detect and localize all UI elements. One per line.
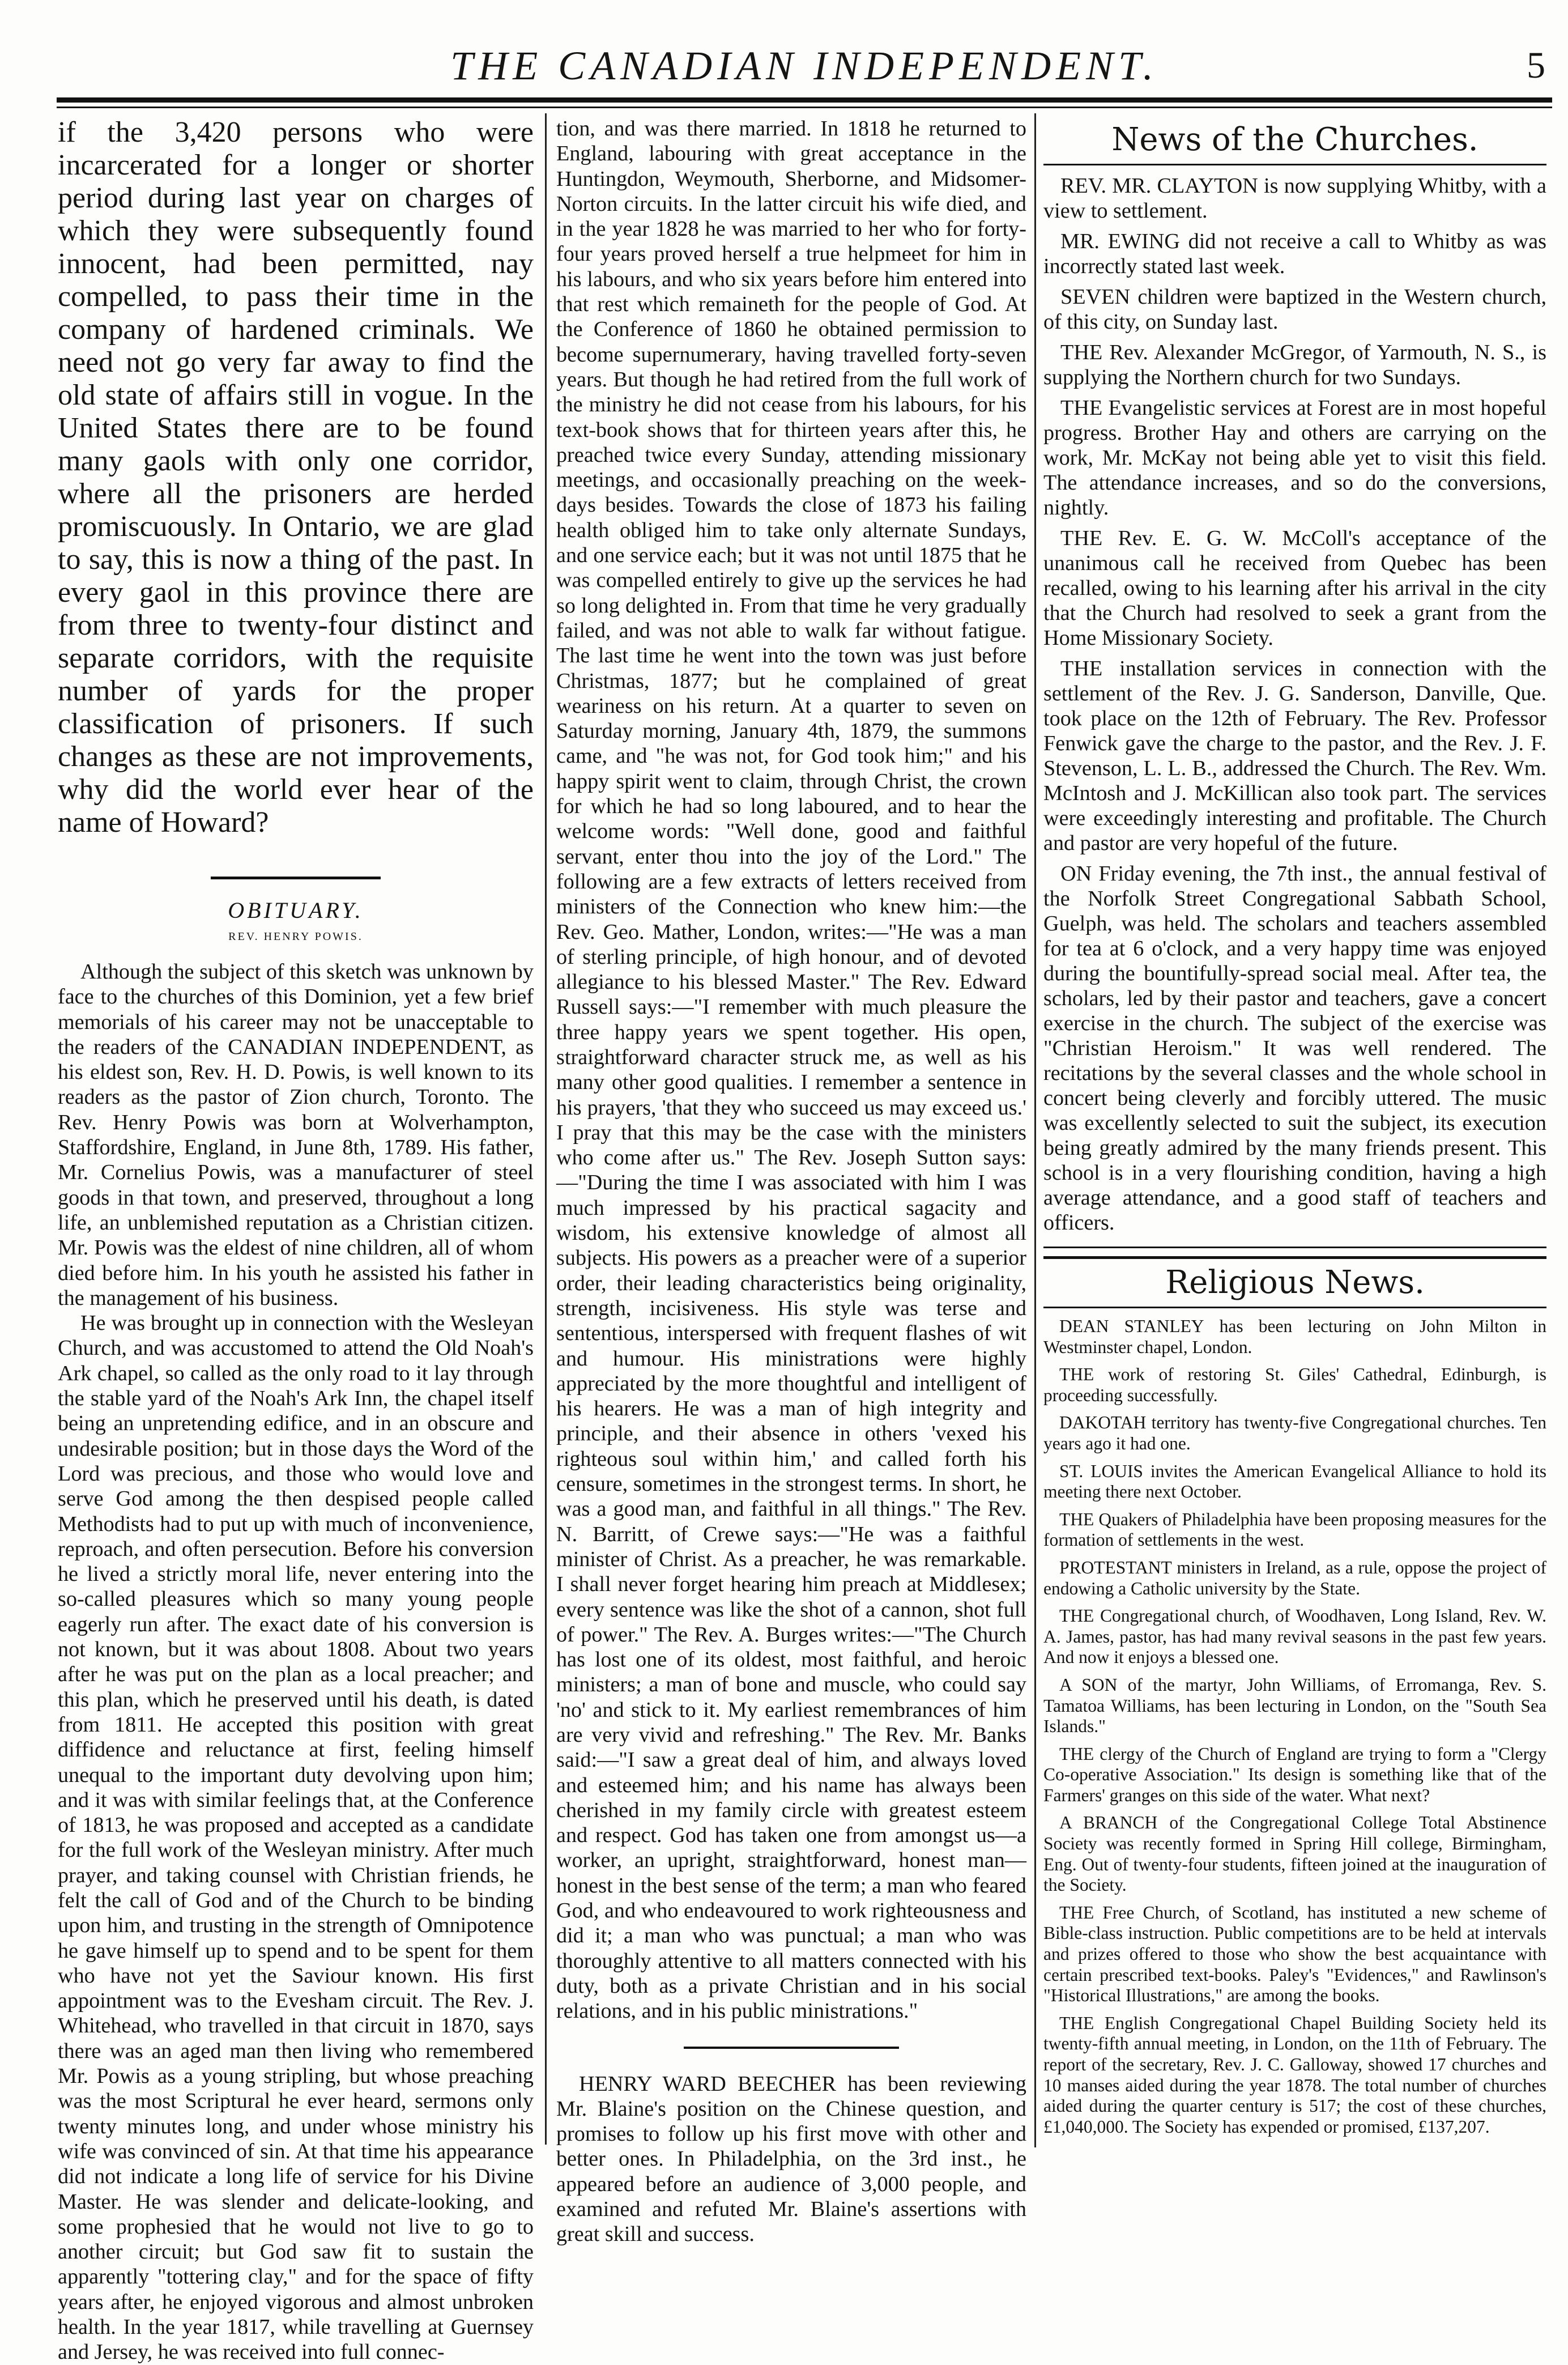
news-item-text: clergy of the Church of England are trying to form a "Clergy Co-operative Association." Its design is something like that of the Farmers' granges on this side of the water. What next? — [1043, 1743, 1546, 1805]
news-item — [1043, 1558, 1546, 1599]
news-item — [1043, 1316, 1546, 1358]
news-item-text: Congregational church, of Woodhaven, Long Island, Rev. W. A. James, pastor, has had many revival seasons in the past few years. And now it enjoys a blessed one. — [1043, 1606, 1546, 1668]
section-separator — [684, 2047, 899, 2049]
page-number: 5 — [1527, 45, 1545, 86]
news-item-text: of the Congregational College Total Abstinence Society was recently formed in Spring Hill college, Birmingham, Eng. Out of twenty-four students, fifteen joined at the inauguration of the Society. — [1043, 1813, 1546, 1895]
news-item-text: work of restoring St. Giles' Cathedral, Edinburgh, is proceeding successfully. — [1043, 1364, 1546, 1405]
news-item — [1043, 1744, 1546, 1806]
obituary-body — [58, 959, 534, 2365]
news-item-lead: DAKOTAH — [1059, 1413, 1147, 1433]
religious-news-heading: Religious News. — [1043, 1256, 1546, 1308]
news-item-text: children were baptized in the Western church, of this city, on Sunday last. — [1043, 285, 1546, 334]
column-divider-1 — [545, 113, 547, 2145]
news-item-lead: A SON — [1059, 1674, 1118, 1695]
news-item — [1043, 395, 1546, 520]
article-paragraph — [556, 2071, 1026, 2247]
news-item — [1043, 656, 1546, 856]
news-item-lead: THE — [1059, 1364, 1094, 1385]
header-rule-thick — [57, 97, 1552, 103]
news-item-text: Free Church, of Scotland, has instituted a new scheme of Bible-class instruction. Public competitions are to be held at intervals and prizes offered to those who show the best acquaintance with certain prescribed text-books. Paley's "Evidences," and Rawlinson's "Historical Illustrations," are among the books. — [1043, 1902, 1546, 2006]
obituary-paragraph: Although the subject of this sketch was unknown by face to the churches of this Dominion, yet a few brief memorials of his career may not be unacceptable to the readers of the CANADIAN INDEPENDENT, as his eldest son, Rev. H. D. Powis, is well known to its readers as the pastor of Zion church, Toronto. The Rev. Henry Powis was born at Wolverhampton, Staffordshire, England, in June 8th, 1789. His father, Mr. Cornelius Powis, was a manufacturer of steel goods in that town, and preserved, throughout a long life, an unblemished reputation as a Christian citizen. Mr. Powis was the eldest of nine children, all of whom died before him. In his youth he assisted his father in the management of his business. — [58, 960, 534, 1310]
news-item-text: is now supplying Whitby, with a view to settlement. — [1043, 174, 1546, 223]
column-2 — [556, 116, 1026, 2247]
news-item-text: Friday evening, the 7th inst., the annual festival of the Norfolk Street Congregational Sabbath School, Guelph, was held. The scholars and teachers assembled for tea at 6 o'clock, and a very happy time was enjoyed during the bountifully-spread social meal. After tea, the scholars, led by their pastor and teachers, gave a concert exercise in the church. The subject of the exercise was "Christian Heroism." It was well rendered. The recitations by the several classes and the whole school in concert being cleverly and forcibly uttered. The music was excellently selected to suit the subject, its execution being greatly admired by the many friends present. This school is in a very flourishing condition, having a high average attendance, and a good staff of teachers and officers. — [1043, 862, 1546, 1235]
news-item-lead: ON — [1060, 862, 1092, 886]
news-item-lead: SEVEN — [1060, 285, 1131, 309]
news-item-lead: ST. LOUIS — [1059, 1461, 1143, 1481]
obituary-continued — [556, 116, 1026, 2024]
news-item-text: English Congregational Chapel Building Society held its twenty-fifth annual meeting, in London, on the 11th of February. The report of the secretary, Rev. J. C. Galloway, showed 17 churches and 10 manses aided during the year 1878. The total number of churches aided during the quarter century is 517; the cost of these churches, £1,040,000. The Society has expended or promised, £137,207. — [1043, 2013, 1546, 2137]
news-item-lead: THE — [1059, 1902, 1094, 1922]
news-item-lead: THE — [1059, 1509, 1094, 1529]
news-item-lead: THE — [1059, 1606, 1094, 1626]
obituary-paragraph: He was brought up in connection with the Wesleyan Church, and was accustomed to attend the Old Noah's Ark chapel, so called as the only road to it lay through the stable yard of the Noah's Ark Inn, the chapel itself being an unpretending edifice, and in an obscure and undesirable position; but in those days the Word of the Lord was precious, and those who would love and serve God among the then despised people called Methodists had to put up with much of inconvenience, reproach, and often persecution. Before his conversion he lived a strictly moral life, never entering into the so-called pleasures which so many young people eagerly run after. The exact date of his conversion is not known, but it was about 1808. About two years after he was put on the plan as a local preacher; and this plan, which he preserved until his death, is dated from 1811. He accepted this position with great diffidence and reluctance at first, feeling himself unequal to the important duty devolving upon him; and it was with similar feelings that, at the Conference of 1813, he was proposed and accepted as a candidate for the full work of the Wesleyan ministry. After much prayer, and taking counsel with Christian friends, he felt the call of God and of the Church to be binding upon him, and trusting in the strength of Omnipotence he gave himself up to spend and to be spent for them who have not yet the Saviour known. His first appointment was to the Evesham circuit. The Rev. J. Whitehead, who travelled in that circuit in 1870, says there was an aged man then living who remembered Mr. Powis as a young stripling, but whose preaching was the most Scriptural he ever heard, sermons only twenty minutes long, and under whose ministry his wife was convinced of sin. At that time his appearance did not indicate a long life of service for his Divine Master. He was slender and delicate-looking, and some prophesied that he would not live to go to another circuit; but God saw fit to sustain the apparently "tottering clay," and for the space of fifty years after, he enjoyed vigorous and almost unbroken health. In the year 1817, while travelling at Guernsey and Jersey, he was received into full connec- — [58, 1311, 534, 2364]
news-item-text: has been lecturing on John Milton in Westminster chapel, London. — [1043, 1316, 1546, 1357]
lead-article-text: if the 3,420 persons who were incarcerated for a longer or shorter period during last year on charges of which they were subsequently found innocent, had been permitted, nay compelled, to pass their time in the company of hardened criminals. We need not go very far away to find the old state of affairs still in vogue. In the United States there are to be found many gaols with only one corridor, where all the prisoners are herded promiscuously. In Ontario, we are glad to say, this is now a thing of the past. In every gaol in this province there are from three to twenty-four distinct and separate corridors, with the requisite number of yards for the proper classification of prisoners. If such changes as these are not improvements, why did the world ever hear of the name of Howard? — [58, 116, 534, 839]
news-item-text: ministers in Ireland, as a rule, oppose the project of endowing a Catholic university by the State. — [1043, 1557, 1546, 1598]
news-item-lead: THE — [1060, 396, 1103, 420]
obituary-paragraph: tion, and was there married. In 1818 he returned to England, labouring with great acceptance in the Huntingdon, Weymouth, Sherborne, and Midsomer-Norton circuits. In the latter circuit his wife died, and in the year 1828 he was married to her who for forty-four years proved herself a true helpmeet for him in his labours, and who six years before him entered into that rest which remaineth for the people of God. At the Conference of 1860 he obtained permission to become supernumerary, having travelled forty-seven years. But though he had retired from the full work of the ministry he did not cease from his labours, for his text-book shows that for thirteen years after this, he preached twice every Sunday, attending missionary meetings, and occasionally preaching on the week-days besides. Towards the close of 1873 his failing health obliged him to take only alternate Sundays, and one service each; but it was not until 1875 that he was compelled entirely to give up the services he had so long delighted in. From that time he very gradually failed, and was not able to walk far without fatigue. The last time he went into the town was just before Christmas, 1877; but he complained of great weariness on his return. At a quarter to seven on Saturday morning, January 4th, 1879, the summons came, and "he was not, for God took him;" and his happy spirit went to claim, through Christ, the crown for which he had so long laboured, and to hear the welcome words: "Well done, good and faithful servant, enter thou into the joy of the Lord." The following are a few extracts of letters received from ministers of the Connection who knew him:—the Rev. Geo. Mather, London, writes:—"He was a man of sterling principle, of high honour, and of devoted allegiance to his blessed Master." The Rev. Edward Russell says:—"I remember with much pleasure the three happy years we spent together. His open, straightforward character struck me, as well as his many other good qualities. I remember a sentence in his prayers, 'that they who succeed us may exceed us.' I pray that this may be the case with the ministers who come after us." The Rev. Joseph Sutton says:—"During the time I was associated with him I was much impressed by his practical sagacity and wisdom, his extensive knowledge of almost all subjects. His powers as a preacher were of a superior order, their leading characteristics being originality, strength, incisiveness. His style was terse and sententious, interspersed with frequent flashes of wit and humour. His ministrations were highly appreciated by the more thoughtful and intelligent of his hearers. He was a man of high integrity and principle, and their absence in others 'vexed his righteous soul within him,' and called forth his censure, sometimes in the strongest terms. In short, he was a good man, and faithful in all things." The Rev. N. Barritt, of Crewe says:—"He was a faithful minister of Christ. As a preacher, he was remarkable. I shall never forget hearing him preach at Middlesex; every sentence was like the shot of a cannon, shot full of power." The Rev. A. Burges writes:—"The Church has lost one of its oldest, most faithful, and heroic ministers; a man of bone and muscle, who could say 'no' and stick to it. My earliest remembrances of him are very vivid and refreshing." The Rev. Mr. Banks said:—"I saw a great deal of him, and always loved and esteemed him; and his name has always been cherished in my family circle with greatest esteem and respect. God has taken one from amongst us—a worker, an upright, straightforward, honest man—honest in the best sense of the term; a man who feared God, and who endeavoured to work righteousness and did it; a man who was punctual; a man who was thoroughly attentive to all matters connected with his duty, both as a private Christian and in his social relations, and in his public ministrations." — [556, 117, 1026, 2023]
column-3 — [1043, 116, 1547, 2137]
news-item — [1043, 1903, 1546, 2006]
page-header — [57, 37, 1552, 94]
news-item — [1043, 861, 1546, 1235]
paragraph-lead: HENRY WARD BEECHER — [579, 2071, 836, 2096]
news-item — [1043, 1813, 1546, 1895]
news-item-lead: THE — [1060, 657, 1103, 680]
header-rule-thin — [57, 107, 1552, 108]
column-divider-2 — [1034, 113, 1036, 2147]
obituary-subtitle: REV. HENRY POWIS. — [228, 930, 363, 943]
news-of-churches-list — [1043, 173, 1546, 1235]
obituary-title: OBITUARY. — [228, 897, 364, 923]
news-item — [1043, 173, 1546, 223]
news-item-text: Quakers of Philadelphia have been proposing measures for the formation of settlements in the west. — [1043, 1509, 1546, 1550]
news-item-text: Rev. E. G. W. McColl's acceptance of the unanimous call he received from Quebec has been recalled, owing to his learning after his arrival in the city that the Church had resolved to seek a grant from the Home Missionary Society. — [1043, 526, 1546, 650]
news-item — [1043, 1413, 1546, 1454]
news-item — [1043, 284, 1546, 334]
news-item — [1043, 2013, 1546, 2138]
news-item-text: Evangelistic services at Forest are in most hopeful progress. Brother Hay and others are carrying on the work, Mr. McKay not being able yet to visit this field. The attendance increases, and so do the conversions, nightly. — [1043, 396, 1546, 520]
news-item — [1043, 1461, 1546, 1503]
news-item-lead: THE — [1059, 1743, 1094, 1764]
news-item-lead: MR. EWING — [1060, 229, 1180, 253]
news-item-text: of the martyr, John Williams, of Erromanga, Rev. S. Tamatoa Williams, has been lecturing in London, on the "South Sea Islands." — [1043, 1674, 1546, 1737]
news-item-text: installation services in connection with the settlement of the Rev. J. G. Sanderson, Danville, Que. took place on the 12th of February. The Rev. Professor Fenwick gave the charge to the pastor, and the Rev. J. F. Stevenson, L. L. B., addressed the Church. The Rev. Wm. McIntosh and J. McKillican also took part. The services were exceedingly interesting and profitable. The Church and pastor are very hopeful of the future. — [1043, 657, 1546, 855]
news-item — [1043, 340, 1546, 390]
news-item — [1043, 1675, 1546, 1737]
news-item-lead: PROTESTANT — [1059, 1557, 1172, 1577]
masthead-title: THE CANADIAN INDEPENDENT. — [450, 43, 1158, 88]
beecher-article — [556, 2071, 1026, 2247]
religious-news-list — [1043, 1316, 1546, 2137]
news-item — [1043, 1509, 1546, 1551]
news-item — [1043, 229, 1546, 279]
column-1 — [58, 116, 534, 2364]
news-item — [1043, 1606, 1546, 1668]
news-item-text: invites the American Evangelical Alliance to hold its meeting there next October. — [1043, 1461, 1546, 1502]
news-item-lead: REV. MR. CLAYTON — [1060, 174, 1258, 198]
paragraph-text: has been reviewing Mr. Blaine's position on the Chinese question, and promises to follow up his first move with other and better ones. In Philadelphia, on the 3rd inst., he appeared before an audience of 3,000 people, and examined and refuted Mr. Blaine's assertions with great skill and success. — [556, 2071, 1026, 2247]
news-of-churches-heading: News of the Churches. — [1043, 116, 1546, 165]
news-item-lead: A BRANCH — [1059, 1813, 1158, 1833]
news-item — [1043, 526, 1546, 650]
section-separator — [211, 877, 381, 879]
news-item-text: did not receive a call to Whitby as was incorrectly stated last week. — [1043, 229, 1547, 278]
news-item-text: Rev. Alexander McGregor, of Yarmouth, N. S., is supplying the Northern church for two Sundays. — [1043, 341, 1546, 389]
news-item-text: territory has twenty-five Congregational churches. Ten years ago it had one. — [1043, 1413, 1546, 1453]
news-item — [1043, 1364, 1546, 1406]
news-item-lead: THE — [1059, 2013, 1094, 2033]
news-item-lead: THE — [1060, 526, 1103, 550]
news-item-lead: DEAN STANLEY — [1059, 1316, 1204, 1336]
news-item-lead: THE — [1060, 341, 1103, 364]
